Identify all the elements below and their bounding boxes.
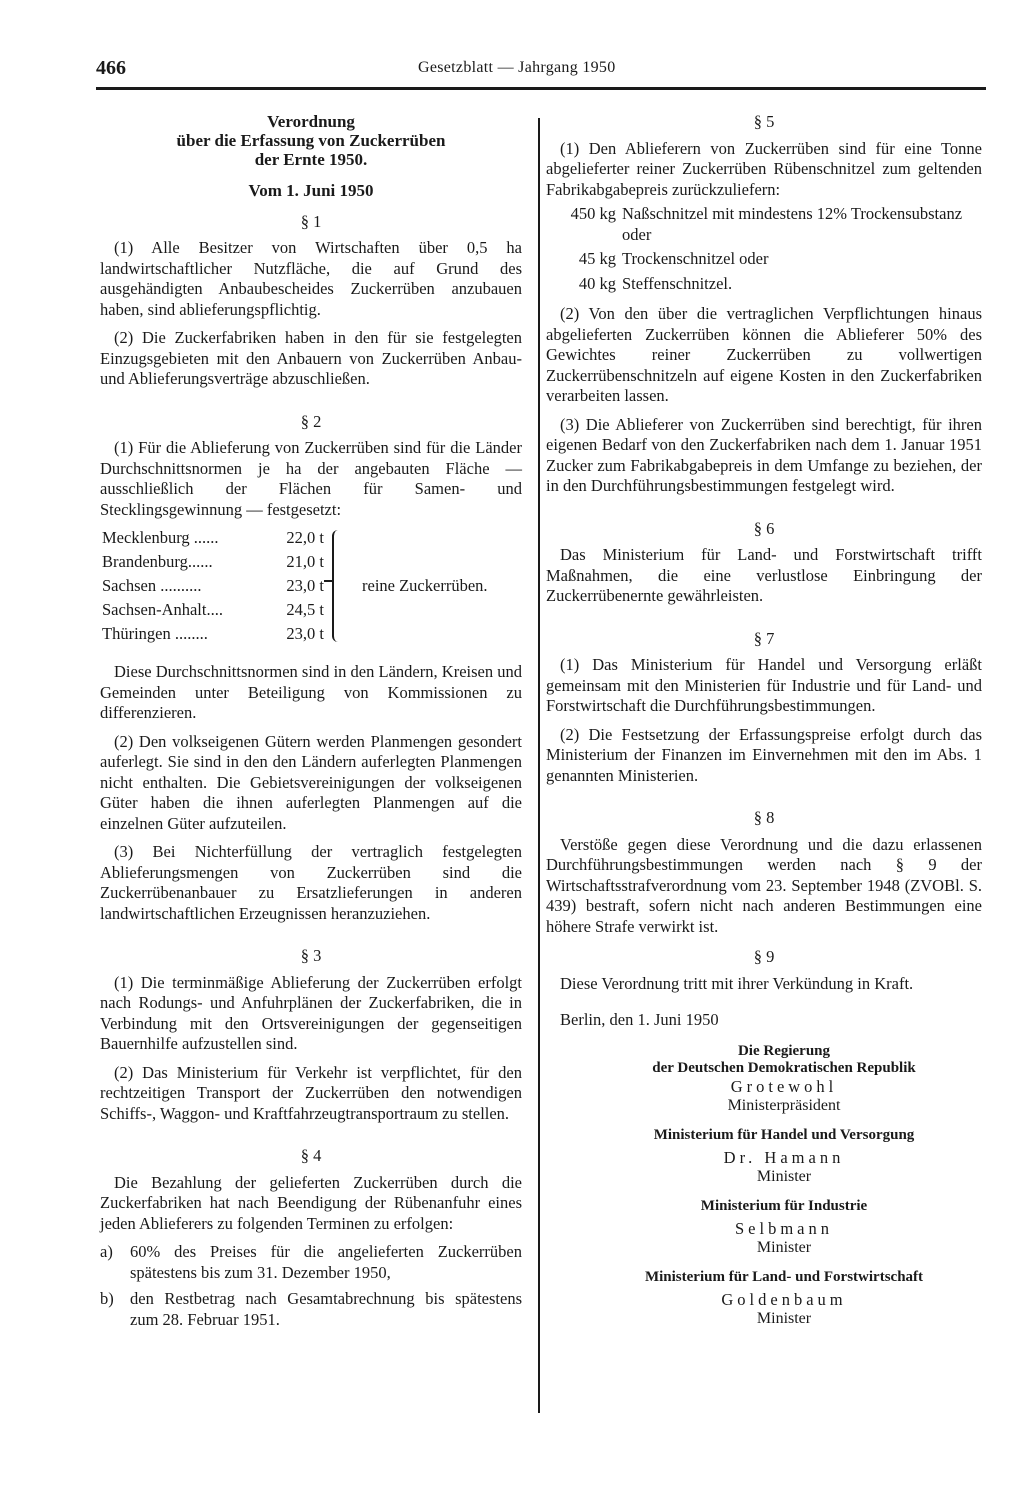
norm-row [102,576,324,600]
section-3-paragraph-2: (2) Das Ministerium für Verkehr ist verpflichtet, für den rechtzeitigen Transport der Zuckerrüben den notwendigen Schiffs-, Waggon- und Kraftfahrzeugtransportraum zu stellen. [100,1062,522,1123]
ministry-name: Ministerium für Handel und Versorgung [653,1126,915,1143]
title-line-2: über die Erfassung von Zuckerrüben [176,131,446,150]
norm-land: Mecklenburg ...... [102,528,219,547]
section-5-paragraph-2: (2) Von den über die vertraglichen Verpflichtungen hinaus abgelieferten Zuckerrüben können die Ablieferer 50% des Gewichtes reiner Zuckerrüben zu vollwertigen Zuckerrübenschnitzeln auf eigene Kosten in den Zuckerfabriken verarbeiten lassen. [546,304,982,405]
left-column [100,112,522,1336]
schnitzel-row [546,249,982,270]
signatory-name: Selbmann [735,1218,833,1238]
document-title [100,112,522,202]
norm-value: 24,5 t [286,600,324,619]
schnitzel-text: Steffenschnitzel. [622,273,733,293]
right-column [546,112,982,1328]
section-1-paragraph-2: (2) Die Zuckerfabriken haben in den für sie festgelegten Einzugsgebieten mit den Anbauern von Zuckerrüben Anbau- und Ablieferungsverträge abzuschließen. [100,328,522,388]
norm-land: Brandenburg...... [102,552,213,571]
section-2-paragraph-2: (2) Den volkseigenen Gütern werden Planmengen gesondert auferlegt. Sie sind in den den Ländern auferlegten Planmengen nicht enthalten. Die Gebietsvereinigungen der volkseigenen Güter haben die ihnen auferlegten Planmengen auf die einzelnen Güter aufzuteilen. [100,731,522,833]
section-heading-6: § 6 [753,518,775,538]
list-text: 60% des Preises für die angelieferten Zuckerrüben spätestens bis zum 31. Dezember 1950, [130,1242,522,1282]
schnitzel-row [546,274,982,295]
section-5-paragraph-3: (3) Die Ablieferer von Zuckerrüben sind berechtigt, für ihren eigenen Bedarf von den Zuckerfabriken nach dem 1. Januar 1951 Zucker zum Fabrikabgabepreis in dem Umfange zu beziehen, der in den Durchführungsbestimmungen festgelegt wird. [546,414,982,495]
closing-place-date: Berlin, den 1. Juni 1950 [560,1010,719,1029]
norms-table [100,528,522,650]
list-key: a) [100,1242,113,1261]
section-heading-3: § 3 [300,946,322,965]
running-head: Gesetzblatt — Jahrgang 1950 [418,59,616,76]
signatory-name: Goldenbaum [721,1289,847,1309]
norm-land: Sachsen .......... [102,576,202,595]
section-6-paragraph-1: Das Ministerium für Land- und Forstwirtschaft trifft Maßnahmen, die eine verlustlose Einbringung der Zuckerrübenernte gewährleisten. [546,545,982,605]
list-item [100,1289,522,1330]
schnitzel-amount: 40 kg [578,273,616,293]
section-7-paragraph-1: (1) Das Ministerium für Handel und Versorgung erläßt gemeinsam mit den Ministerien für Industrie und für Land- und Forstwirtschaft die Durchführungsbestimmungen. [546,655,982,715]
government-line-2: der Deutschen Demokratischen Republik [652,1059,916,1076]
brace-tip [324,580,334,582]
curly-brace-icon [332,530,344,642]
section-heading-2: § 2 [300,411,322,431]
signature-block [586,1043,982,1328]
signatory-role: Minister [756,1309,812,1327]
signatory-role: Ministerpräsident [727,1096,841,1114]
signatory-role: Minister [756,1238,812,1256]
section-8-paragraph-1: Verstöße gegen diese Verordnung und die dazu erlassenen Durchführungsbestimmungen werden nach § 9 der Wirtschaftsstrafverordnung vom 23. September 1948 (ZVOBl. S. 439) bestraft, sofern nicht nach anderen Bestimmungen eine höhere Strafe verwirkt ist. [546,834,982,936]
list-item [100,1242,522,1283]
section-heading-7: § 7 [753,628,775,648]
norm-row [102,528,324,552]
section-2-paragraph-1b: Diese Durchschnittsnormen sind in den Ländern, Kreisen und Gemeinden unter Beteiligung von Kommissionen zu differenzieren. [100,662,522,722]
norm-value: 23,0 t [286,576,324,595]
norm-value: 23,0 t [286,624,324,643]
section-2-paragraph-3: (3) Bei Nichterfüllung der vertraglich festgelegten Ablieferungsmengen von Zuckerrüben sind die Zuckerrübenanbauer zu Ersatzlieferungen in anderen landwirtschaftlichen Erzeugnissen heranzuziehen. [100,842,522,923]
header-rule [96,87,986,90]
title-line-1: Verordnung [267,112,355,131]
norm-land: Sachsen-Anhalt.... [102,600,223,619]
norm-row [102,624,324,648]
signatory-name: Grotewohl [730,1076,838,1096]
norm-land: Thüringen ........ [102,624,208,643]
section-heading-5: § 5 [753,112,775,131]
section-heading-9: § 9 [753,947,775,966]
government-line-1: Die Regierung [737,1042,831,1059]
signatory-name: Dr. Hamann [723,1147,845,1167]
signatory-role: Minister [756,1167,812,1185]
section-5-paragraph-1: (1) Den Ablieferern von Zuckerrüben sind für eine Tonne abgelieferter reiner Zuckerrüben Rübenschnitzel zum geltenden Fabrikabgabepreis zurückzuliefern: [546,138,982,199]
section-heading-8: § 8 [753,808,775,827]
schnitzel-amount: 450 kg [570,204,616,223]
norm-value: 22,0 t [286,528,324,547]
section-4-paragraph-1: Die Bezahlung der gelieferten Zuckerrüben durch die Zuckerfabriken hat nach Beendigung der Rübenanfuhr eines jeden Ablieferers zu folgenden Terminen zu erfolgen: [100,1172,522,1233]
ministry-name: Ministerium für Industrie [700,1197,868,1214]
schnitzel-table [546,204,982,294]
page-number: 466 [96,57,126,79]
header-bar [96,57,986,81]
list-key: b) [100,1289,114,1308]
column-divider [538,118,540,1413]
title-line-3: der Ernte 1950. [254,150,368,169]
norm-row [102,600,324,624]
schnitzel-text: Trockenschnitzel oder [622,249,769,268]
section-2-paragraph-1: (1) Für die Ablieferung von Zuckerrüben sind für die Länder Durchschnittsnormen je ha der angebauten Fläche — ausschließlich der Flächen für Samen- und Stecklingsgewinnung — festgesetzt: [100,438,522,519]
norm-row [102,552,324,576]
schnitzel-amount: 45 kg [578,249,616,268]
section-heading-4: § 4 [300,1146,322,1165]
section-7-paragraph-2: (2) Die Festsetzung der Erfassungspreise erfolgt durch das Ministerium der Finanzen im Einvernehmen mit den im Abs. 1 genannten Ministerien. [546,724,982,785]
norm-value: 21,0 t [286,552,324,571]
section-1-paragraph-1: (1) Alle Besitzer von Wirtschaften über 0,5 ha landwirtschaftlicher Nutzfläche, die auf Grund des ausgehändigten Anbaubescheides Zuckerrüben anzubauen haben, sind ablieferungspflichtig. [100,238,522,319]
section-3-paragraph-1: (1) Die terminmäßige Ablieferung der Zuckerrüben erfolgt nach Rodungs- und Anfuhrplänen der Zuckerfabriken, die in Verbindung mit den Ortsvereinigungen der gegenseitigen Bauernhilfe aufzustellen sind. [100,972,522,1053]
norms-note: reine Zuckerrüben. [362,576,488,595]
title-date: Vom 1. Juni 1950 [248,181,374,200]
schnitzel-text: Naßschnitzel mit mindestens 12% Trockensubstanz oder [622,204,963,244]
ministry-name: Ministerium für Land- und Forstwirtschaft [644,1268,924,1285]
section-9-paragraph-1: Diese Verordnung tritt mit ihrer Verkündung in Kraft. [560,973,914,993]
schnitzel-row [546,204,982,245]
section-heading-1: § 1 [300,211,322,231]
list-text: den Restbetrag nach Gesamtabrechnung bis spätestens zum 28. Februar 1951. [130,1289,522,1329]
